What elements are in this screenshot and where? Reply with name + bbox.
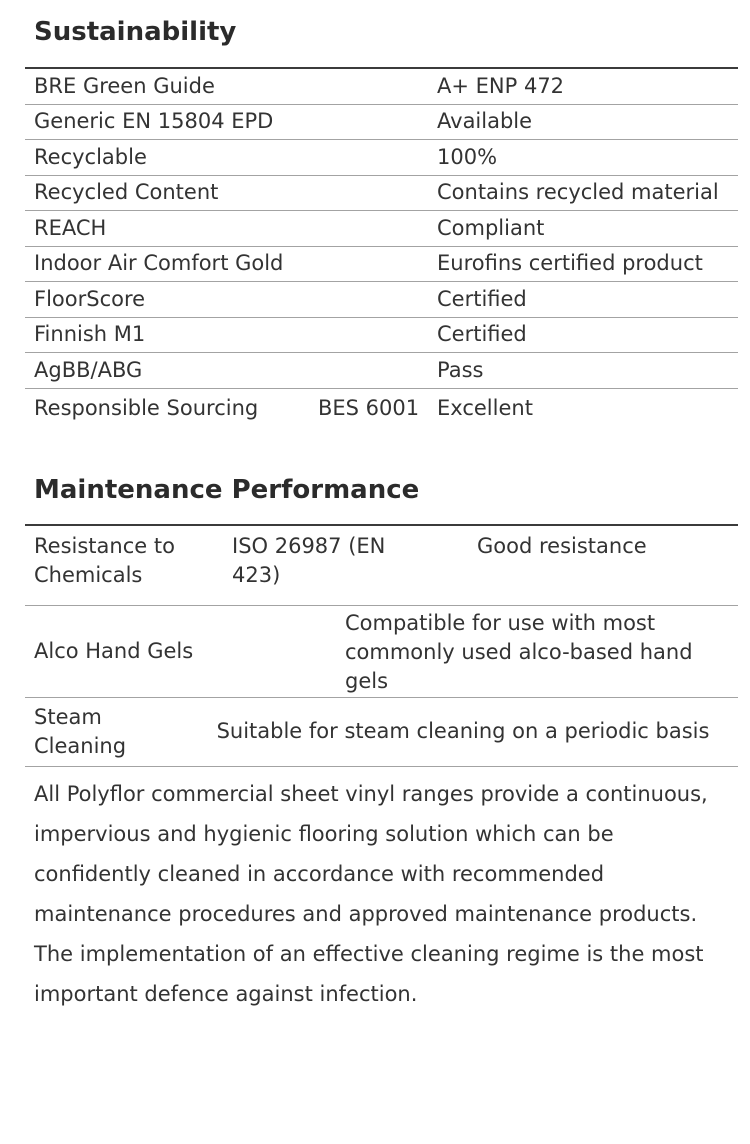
table-row (25, 353, 738, 389)
row-value: Contains recycled material (437, 180, 719, 205)
row-label: Recycled Content (34, 180, 219, 205)
table-row (25, 318, 738, 354)
row-value: Good resistance (477, 533, 647, 558)
row-label: AgBB/ABG (34, 357, 143, 382)
table-row (25, 211, 738, 247)
row-value: Compatible for use with most commonly used alco-based hand gels (345, 610, 693, 693)
row-value: 100% (437, 144, 498, 169)
table-row (25, 176, 738, 212)
row-label: Indoor Air Comfort Gold (34, 251, 284, 276)
row-label: Alco Hand Gels (34, 638, 194, 663)
maintenance-note: All Polyflor commercial sheet vinyl ranges provide a continuous, impervious and hygienic flooring solution which can be confidently cleaned in accordance with recommended maintenance procedures and approved maintenance products. The implementation of an effective cleaning regime is the most important defence against infection. (34, 781, 708, 1006)
table-row (25, 282, 738, 318)
row-label: Finnish M1 (34, 322, 146, 347)
row-value: Available (437, 109, 533, 134)
table-row (25, 140, 738, 176)
row-label: Steam Cleaning (34, 704, 127, 758)
row-label: Generic EN 15804 EPD (34, 109, 274, 134)
table-row (25, 389, 738, 428)
row-value: A+ ENP 472 (437, 73, 565, 98)
table-row (25, 105, 738, 141)
row-value: Compliant (437, 215, 545, 240)
table-row (25, 247, 738, 283)
row-label: REACH (34, 215, 107, 240)
row-value: Certified (437, 322, 527, 347)
row-value: Excellent (437, 395, 533, 420)
maintenance-heading: Maintenance Performance (34, 474, 420, 505)
row-value: Certified (437, 286, 527, 311)
sustainability-heading: Sustainability (34, 17, 237, 47)
row-value: Eurofins certified product (437, 251, 703, 276)
maintenance-table (25, 524, 738, 767)
table-row (25, 69, 738, 105)
row-label: Responsible Sourcing (34, 395, 259, 420)
row-standard: ISO 26987 (EN 423) (232, 533, 386, 587)
table-row (25, 606, 738, 698)
row-value: Suitable for steam cleaning on a periodic basis (216, 719, 710, 743)
row-value: Pass (437, 357, 484, 382)
row-label: Resistance to Chemicals (34, 533, 175, 587)
table-row (25, 698, 738, 767)
row-label: FloorScore (34, 286, 146, 311)
table-row (25, 526, 738, 606)
row-label: BRE Green Guide (34, 73, 215, 98)
row-standard: BES 6001 (318, 395, 420, 420)
sustainability-table (25, 67, 738, 428)
row-label: Recyclable (34, 144, 147, 169)
